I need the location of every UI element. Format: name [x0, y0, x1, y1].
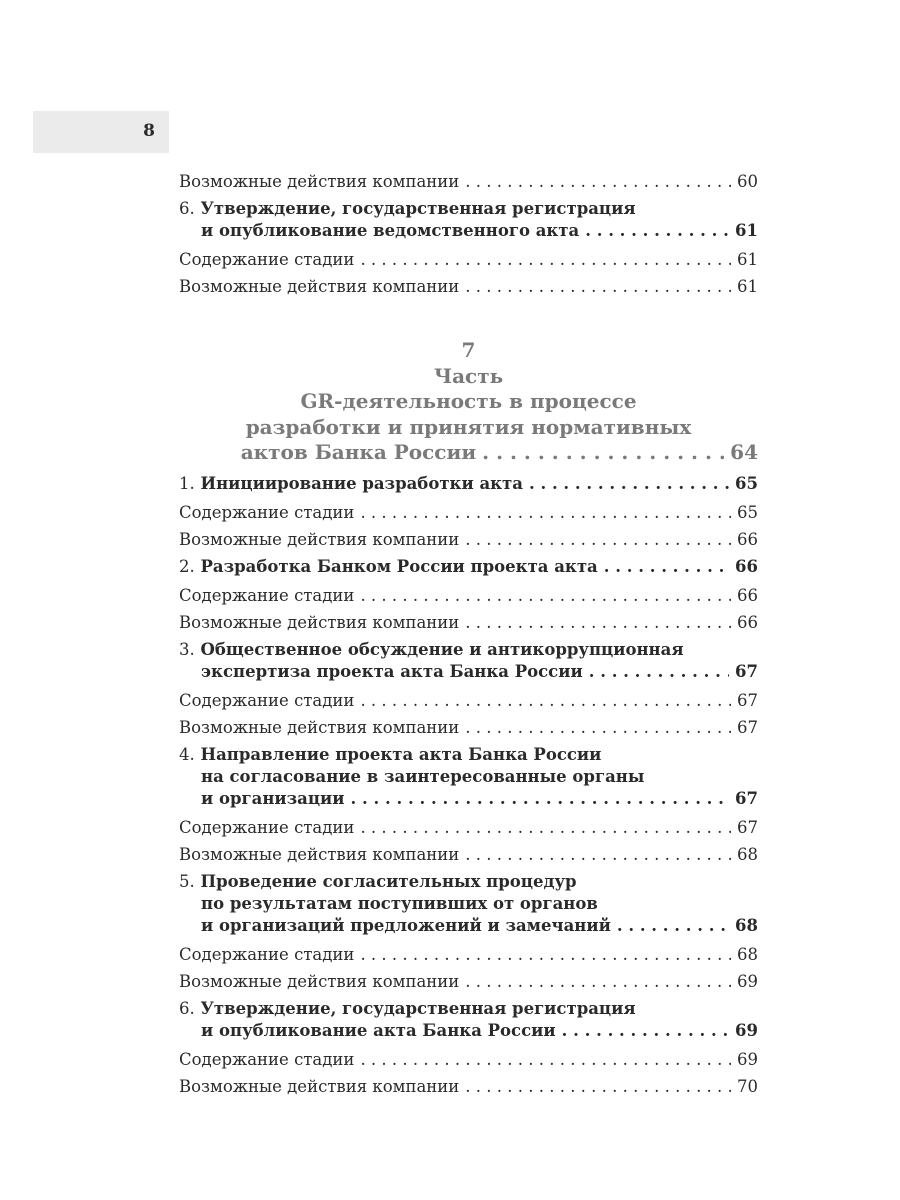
toc-section[interactable] — [179, 470, 758, 499]
leader-dots — [465, 609, 731, 636]
part-page: 64 — [730, 440, 758, 464]
toc-page-number: 68 — [737, 945, 758, 964]
toc-subentry[interactable] — [179, 1046, 758, 1073]
toc-section-title: Инициирование разработки акта — [200, 474, 523, 493]
toc-page-number: 61 — [735, 221, 758, 240]
leader-dots — [589, 661, 729, 683]
leader-dots — [482, 440, 724, 466]
toc-section-number: 2. — [179, 557, 195, 576]
toc-section-title: по результатам поступивших от органов — [201, 894, 598, 913]
toc-subentry[interactable] — [179, 609, 758, 636]
toc-section-number: 1. — [179, 474, 195, 493]
toc-subentry-label: Содержание стадии — [179, 691, 355, 710]
part-number: 7 — [461, 338, 476, 362]
toc-subentry-label: Возможные действия компании — [179, 972, 460, 991]
leader-dots — [465, 168, 731, 195]
toc-subentry[interactable] — [179, 841, 758, 868]
toc-part-7 — [179, 470, 758, 1100]
toc-page-number: 66 — [737, 586, 758, 605]
toc-page-number: 67 — [735, 662, 758, 681]
toc-page-number: 69 — [737, 972, 758, 991]
toc-subentry-label: Возможные действия компании — [179, 172, 460, 191]
toc-section-number: 3. — [179, 640, 195, 659]
toc-page-number: 61 — [737, 277, 758, 296]
toc-section-title: экспертиза проекта акта Банка России — [201, 662, 583, 681]
leader-dots — [360, 582, 731, 609]
toc-section[interactable] — [179, 636, 758, 687]
toc-section-title: Разработка Банком России проекта акта — [200, 557, 598, 576]
toc-page-number: 65 — [735, 474, 758, 493]
toc-page-number: 69 — [735, 1021, 758, 1040]
leader-dots — [360, 814, 731, 841]
toc-subentry-label: Содержание стадии — [179, 586, 355, 605]
leader-dots — [360, 941, 731, 968]
toc-subentry-label: Возможные действия компании — [179, 845, 460, 864]
toc-section-number: 5. — [179, 872, 195, 891]
toc-subentry[interactable] — [179, 499, 758, 526]
toc-section-title: и опубликование ведомственного акта — [201, 221, 580, 240]
toc-section[interactable] — [179, 741, 758, 814]
toc-page-number: 60 — [737, 172, 758, 191]
page-number-tab — [33, 111, 169, 153]
toc-subentry[interactable] — [179, 687, 758, 714]
toc-subentry-label: Содержание стадии — [179, 945, 355, 964]
leader-dots — [562, 1020, 729, 1042]
toc-section-title: на согласование в заинтересованные органы — [201, 767, 645, 786]
toc-page-number: 66 — [737, 613, 758, 632]
leader-dots — [529, 473, 729, 495]
toc-page-number: 67 — [737, 818, 758, 837]
toc-subentry[interactable] — [179, 1073, 758, 1100]
leader-dots — [465, 841, 731, 868]
leader-dots — [465, 526, 731, 553]
toc-subentry-label: Содержание стадии — [179, 1050, 355, 1069]
toc-subentry[interactable] — [179, 941, 758, 968]
toc-section-title: и организаций предложений и замечаний — [201, 916, 611, 935]
leader-dots — [617, 915, 729, 937]
toc-subentry[interactable] — [179, 968, 758, 995]
toc-section-title: Общественное обсуждение и антикоррупционная — [200, 640, 684, 659]
leader-dots — [585, 220, 729, 242]
toc-section-title: и опубликование акта Банка России — [201, 1021, 556, 1040]
toc-subentry[interactable] — [179, 814, 758, 841]
leader-dots — [360, 687, 731, 714]
toc-subentry[interactable] — [179, 714, 758, 741]
toc-subentry[interactable] — [179, 246, 758, 273]
part-title-line: GR-деятельность в процессе — [300, 389, 637, 413]
toc-subentry-label: Содержание стадии — [179, 503, 355, 522]
part-title-last-row[interactable] — [179, 440, 758, 466]
leader-dots — [360, 246, 731, 273]
toc-section-number: 4. — [179, 745, 195, 764]
toc-page-number: 61 — [737, 250, 758, 269]
leader-dots — [465, 1073, 731, 1100]
toc-page-number: 65 — [737, 503, 758, 522]
toc-page-number: 67 — [737, 691, 758, 710]
toc-subentry-label: Возможные действия компании — [179, 718, 460, 737]
leader-dots — [604, 556, 729, 578]
toc-continuation — [179, 168, 758, 300]
toc-page-number: 66 — [737, 530, 758, 549]
toc-page-number: 70 — [737, 1077, 758, 1096]
page-number: 8 — [143, 121, 155, 141]
leader-dots — [465, 968, 731, 995]
leader-dots — [465, 714, 731, 741]
toc-subentry-label: Возможные действия компании — [179, 530, 460, 549]
toc-section-title: Направление проекта акта Банка России — [200, 745, 602, 764]
toc-subentry[interactable] — [179, 582, 758, 609]
toc-subentry[interactable] — [179, 526, 758, 553]
toc-section-title: Утверждение, государственная регистрация — [200, 199, 636, 218]
toc-section-title: Утверждение, государственная регистрация — [200, 999, 636, 1018]
toc-subentry-label: Содержание стадии — [179, 818, 355, 837]
toc-page-number: 67 — [737, 718, 758, 737]
toc-section-number: 6. — [179, 999, 195, 1018]
toc-subentry[interactable] — [179, 168, 758, 195]
toc-subentry-label: Возможные действия компании — [179, 1077, 460, 1096]
leader-dots — [360, 1046, 731, 1073]
part-heading — [179, 338, 758, 466]
part-title-last: актов Банка России — [240, 440, 477, 464]
toc-subentry-label: Возможные действия компании — [179, 277, 460, 296]
toc-subentry-label: Возможные действия компании — [179, 613, 460, 632]
toc-section[interactable] — [179, 995, 758, 1046]
toc-section[interactable] — [179, 868, 758, 941]
toc-section[interactable] — [179, 195, 758, 246]
toc-section-title: Проведение согласительных процедур — [200, 872, 577, 891]
toc-page-number: 68 — [737, 845, 758, 864]
toc-subentry[interactable] — [179, 273, 758, 300]
toc-page-number: 68 — [735, 916, 758, 935]
toc-page-number: 67 — [735, 789, 758, 808]
toc-section[interactable] — [179, 553, 758, 582]
toc-page-number: 66 — [735, 557, 758, 576]
leader-dots — [351, 788, 730, 810]
toc-section-number: 6. — [179, 199, 195, 218]
toc-section-title: и организации — [201, 789, 345, 808]
toc-subentry-label: Содержание стадии — [179, 250, 355, 269]
toc-page-number: 69 — [737, 1050, 758, 1069]
leader-dots — [465, 273, 731, 300]
part-title-line: разработки и принятия нормативных — [245, 414, 692, 439]
part-word: Часть — [433, 363, 504, 388]
leader-dots — [360, 499, 731, 526]
